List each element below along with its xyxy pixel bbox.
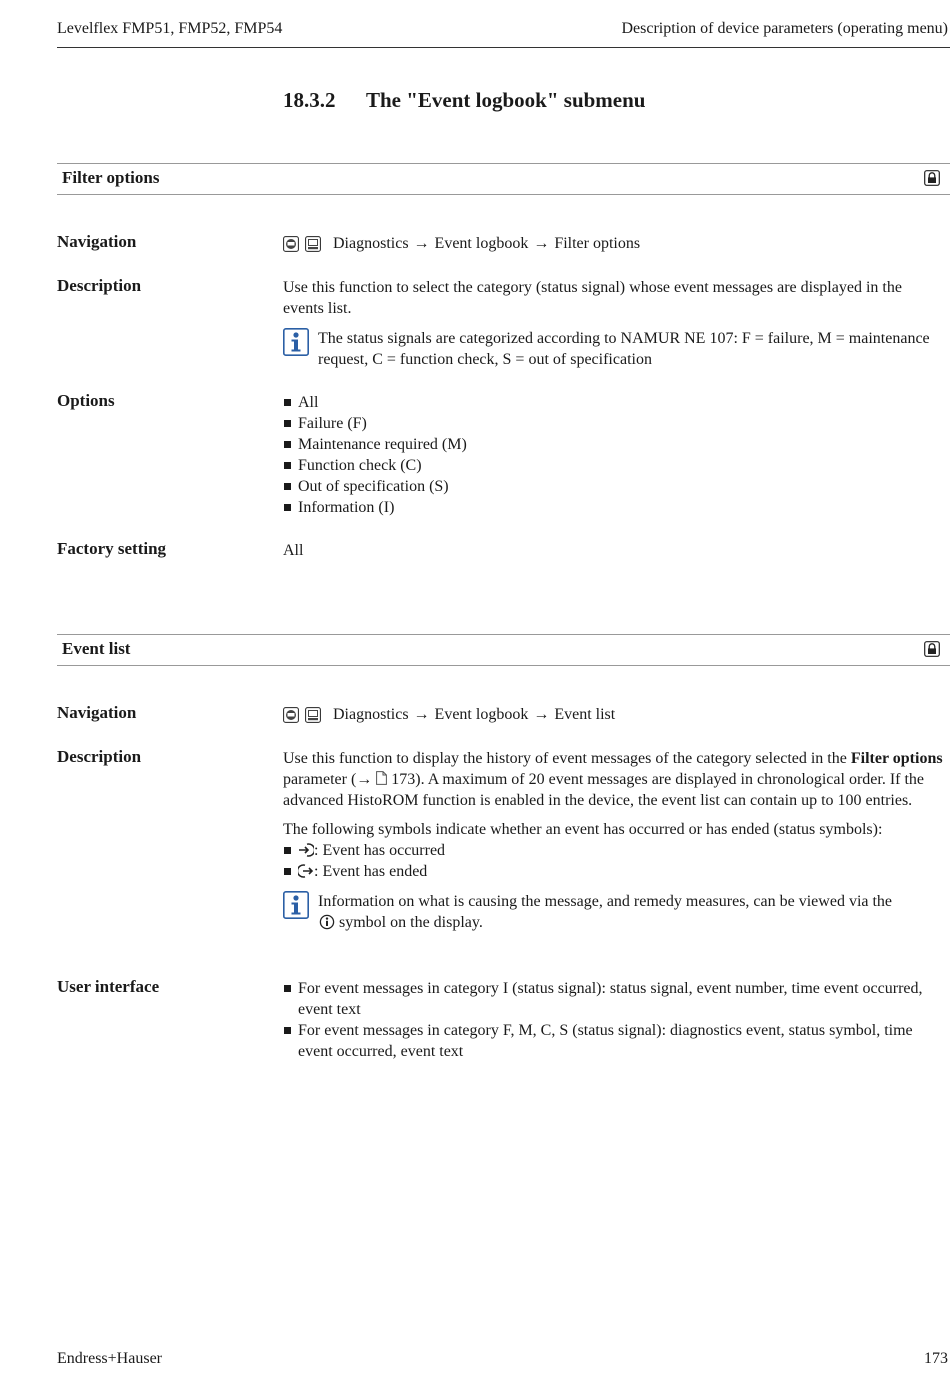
description-text-part: parameter (→ (283, 771, 377, 788)
user-interface-list (283, 978, 944, 1062)
parameter-reference: Filter options (850, 750, 943, 767)
parameter-name: Filter options (62, 168, 160, 187)
page-icon (376, 771, 387, 785)
nav-step-3: Filter options (554, 235, 641, 252)
factory-setting-label: Factory setting (57, 539, 167, 558)
info-note (283, 328, 944, 370)
info-note-text-part: Information on what is causing the message, and remedy measures, can be viewed via the (318, 893, 893, 910)
info-note (283, 891, 944, 933)
list-item: For event messages in category I (status signal): status signal, event number, time event occurred, event text (283, 978, 944, 1020)
symbols-intro: The following symbols indicate whether an event has occurred or has ended (status symbols): (283, 821, 883, 838)
list-item: Information (I) (283, 497, 944, 518)
description-block (283, 277, 944, 370)
list-item: Out of specification (S) (283, 476, 944, 497)
nav-step-2: Event logbook (434, 235, 529, 252)
description-text-part: ). A maximum of 20 event messages are displayed in chronological order. If the advanced HistoROM function is enabled in the device, the event list can contain up to 100 entries. (283, 771, 925, 809)
factory-setting-value: All (283, 542, 304, 559)
description-text (283, 748, 944, 811)
parameter-name: Event list (62, 639, 131, 658)
info-note-text: The status signals are categorized according to NAMUR NE 107: F = failure, M = maintenance request, C = function check, S = out of specification (318, 330, 930, 368)
running-header-left: Levelflex FMP51, FMP52, FMP54 (57, 20, 283, 37)
navigation-path (283, 233, 944, 254)
running-header-right: Description of device parameters (operating menu) (621, 20, 948, 37)
description-label: Description (57, 747, 142, 766)
event-ended-text: : Event has ended (314, 863, 428, 880)
page-number: 173 (924, 1350, 948, 1367)
description-block (283, 748, 944, 933)
parameter-bar-event-list (57, 634, 950, 666)
list-item: All (283, 392, 944, 413)
event-ended-icon (298, 863, 314, 879)
options-list (283, 392, 944, 518)
description-text-part: Use this function to display the history of event messages of the category selected in the (283, 750, 851, 767)
info-note-text-part: symbol on the display. (335, 914, 483, 931)
navigation-label: Navigation (57, 703, 137, 722)
operating-tool-icon (305, 707, 321, 723)
navigation-path (283, 704, 944, 725)
section-number: 18.3.2 (283, 88, 336, 112)
nav-arrow: → (533, 235, 550, 252)
navigation-label: Navigation (57, 232, 137, 251)
lock-icon (924, 170, 940, 186)
operating-tool-icon (305, 236, 321, 252)
description-text: Use this function to select the category (status signal) whose event messages are displayed in the events list. (283, 279, 902, 317)
lock-icon (924, 641, 940, 657)
nav-step-1: Diagnostics (333, 706, 409, 723)
description-label: Description (57, 276, 142, 295)
status-symbol-list (283, 840, 944, 882)
nav-arrow: → (533, 706, 550, 723)
info-note-text (318, 891, 944, 933)
options-label: Options (57, 391, 115, 410)
nav-arrow: → (413, 235, 430, 252)
page-reference[interactable]: 173 (391, 771, 416, 788)
event-occurred-text: : Event has occurred (314, 842, 446, 859)
list-item (283, 840, 944, 861)
list-item: Maintenance required (M) (283, 434, 944, 455)
footer-brand: Endress+Hauser (57, 1350, 162, 1367)
list-item: For event messages in category F, M, C, S (status signal): diagnostics event, status symbol, time event occurred, event text (283, 1020, 944, 1062)
list-item: Failure (F) (283, 413, 944, 434)
list-item (283, 861, 944, 882)
nav-arrow: → (413, 706, 430, 723)
user-interface-label: User interface (57, 977, 160, 996)
section-title: The "Event logbook" submenu (366, 88, 646, 112)
info-icon (283, 328, 309, 356)
header-rule (57, 47, 950, 48)
list-item: Function check (C) (283, 455, 944, 476)
event-occurred-icon (298, 842, 314, 858)
nav-step-2: Event logbook (434, 706, 529, 723)
parameter-bar-filter-options (57, 163, 950, 195)
info-symbol-icon (319, 914, 335, 930)
info-icon (283, 891, 309, 919)
local-display-icon (283, 236, 299, 252)
nav-step-3: Event list (554, 706, 616, 723)
local-display-icon (283, 707, 299, 723)
section-heading (283, 88, 645, 113)
nav-step-1: Diagnostics (333, 235, 409, 252)
